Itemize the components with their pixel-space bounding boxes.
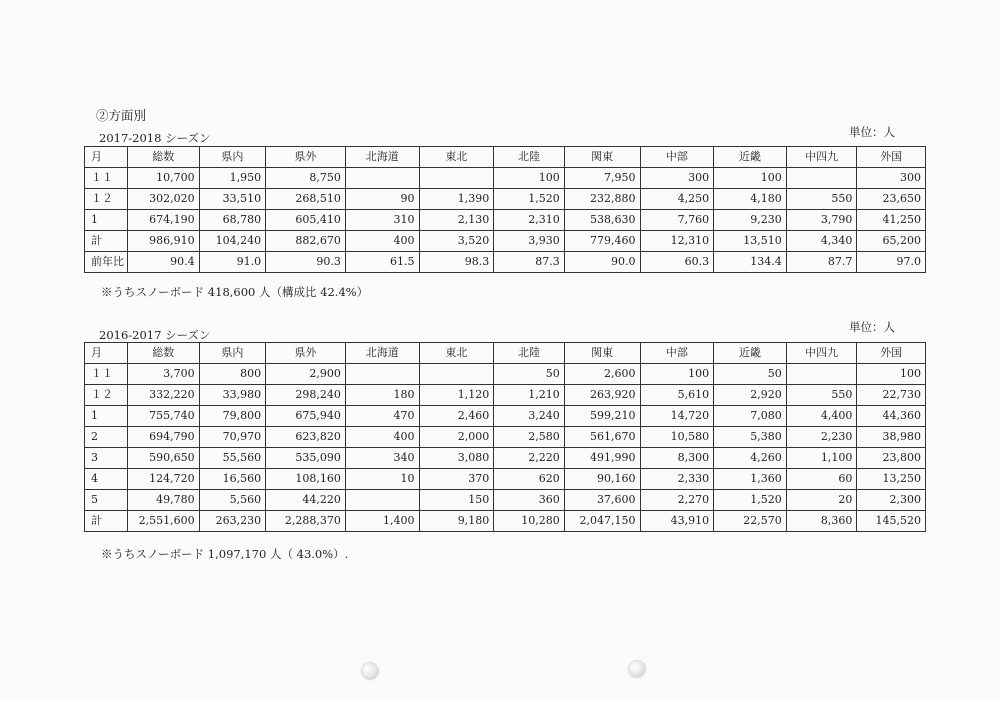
column-header: 近畿 bbox=[714, 147, 787, 168]
table-header-row bbox=[85, 147, 926, 168]
table-row bbox=[85, 469, 926, 490]
table-cell: 10,700 bbox=[127, 168, 199, 189]
table-cell: 2,600 bbox=[564, 364, 640, 385]
table-cell: 13,250 bbox=[857, 469, 926, 490]
table-2016-2017-body bbox=[85, 343, 926, 532]
table-row bbox=[85, 252, 926, 273]
table-cell: 620 bbox=[494, 469, 565, 490]
table-cell: 2,047,150 bbox=[564, 511, 640, 532]
table-cell: 55,560 bbox=[199, 448, 266, 469]
table-cell: 14,720 bbox=[640, 406, 714, 427]
table-cell bbox=[345, 364, 419, 385]
table-cell: 2,460 bbox=[419, 406, 494, 427]
unit-label-2: 単位：人 bbox=[849, 320, 895, 334]
column-header: 近畿 bbox=[714, 343, 787, 364]
punch-hole-left bbox=[362, 663, 378, 679]
row-label-cell: 3 bbox=[85, 448, 128, 469]
table-cell: 22,570 bbox=[714, 511, 787, 532]
table-cell: 124,720 bbox=[127, 469, 199, 490]
table-cell: 2,580 bbox=[494, 427, 565, 448]
table-row bbox=[85, 385, 926, 406]
table-cell: 232,880 bbox=[564, 189, 640, 210]
table-cell: 2,230 bbox=[786, 427, 857, 448]
table-cell: 79,800 bbox=[199, 406, 266, 427]
table-cell: 491,990 bbox=[564, 448, 640, 469]
table-cell: 104,240 bbox=[199, 231, 266, 252]
column-header: 中部 bbox=[640, 343, 714, 364]
column-header: 関東 bbox=[564, 147, 640, 168]
table-cell: 2,288,370 bbox=[266, 511, 346, 532]
table-cell: 550 bbox=[786, 189, 857, 210]
table-cell: 23,650 bbox=[857, 189, 926, 210]
table-row bbox=[85, 448, 926, 469]
table-cell: 10,580 bbox=[640, 427, 714, 448]
table-cell: 535,090 bbox=[266, 448, 346, 469]
table-cell: 4,260 bbox=[714, 448, 787, 469]
table-cell: 599,210 bbox=[564, 406, 640, 427]
table-cell: 694,790 bbox=[127, 427, 199, 448]
section-heading: ②方面別 bbox=[96, 108, 147, 123]
column-header: 月 bbox=[85, 147, 128, 168]
unit-label-1: 単位：人 bbox=[849, 125, 895, 139]
table-cell: 20 bbox=[786, 490, 857, 511]
table-cell: 3,240 bbox=[494, 406, 565, 427]
column-header: 北陸 bbox=[494, 147, 565, 168]
table-cell: 8,300 bbox=[640, 448, 714, 469]
table-cell bbox=[419, 168, 494, 189]
table-cell: 87.7 bbox=[786, 252, 857, 273]
table-cell: 41,250 bbox=[857, 210, 926, 231]
table-cell: 97.0 bbox=[857, 252, 926, 273]
table-row bbox=[85, 210, 926, 231]
table-cell bbox=[786, 364, 857, 385]
table-cell: 1,390 bbox=[419, 189, 494, 210]
table-cell: 9,180 bbox=[419, 511, 494, 532]
column-header: 県内 bbox=[199, 147, 266, 168]
table-cell: 10 bbox=[345, 469, 419, 490]
column-header: 総数 bbox=[127, 343, 199, 364]
table-2017-2018-body bbox=[85, 147, 926, 273]
table-cell: 50 bbox=[714, 364, 787, 385]
row-label-cell: 1 bbox=[85, 210, 128, 231]
table-cell: 1,210 bbox=[494, 385, 565, 406]
table-cell: 12,310 bbox=[640, 231, 714, 252]
table-cell: 268,510 bbox=[266, 189, 346, 210]
table-cell: 3,520 bbox=[419, 231, 494, 252]
table-cell: 2,000 bbox=[419, 427, 494, 448]
row-label-cell: 計 bbox=[85, 511, 128, 532]
table-cell: 882,670 bbox=[266, 231, 346, 252]
table-cell: 90.0 bbox=[564, 252, 640, 273]
table-cell: 300 bbox=[640, 168, 714, 189]
table-cell: 2,130 bbox=[419, 210, 494, 231]
column-header: 月 bbox=[85, 343, 128, 364]
table-cell: 755,740 bbox=[127, 406, 199, 427]
table-row bbox=[85, 168, 926, 189]
column-header: 北陸 bbox=[494, 343, 565, 364]
table-cell: 370 bbox=[419, 469, 494, 490]
table-row bbox=[85, 231, 926, 252]
row-label-cell: 計 bbox=[85, 231, 128, 252]
column-header: 県外 bbox=[266, 147, 346, 168]
table-cell bbox=[786, 168, 857, 189]
column-header: 中四九 bbox=[786, 147, 857, 168]
table-cell: 986,910 bbox=[127, 231, 199, 252]
table-cell: 1,520 bbox=[494, 189, 565, 210]
table-cell: 360 bbox=[494, 490, 565, 511]
column-header: 東北 bbox=[419, 343, 494, 364]
table-cell: 590,650 bbox=[127, 448, 199, 469]
season-2016-2017-title: 2016-2017 シーズン bbox=[99, 328, 211, 342]
row-label-cell: １１ bbox=[85, 364, 128, 385]
table-cell: 134.4 bbox=[714, 252, 787, 273]
row-label-cell: 1 bbox=[85, 406, 128, 427]
table-cell bbox=[345, 490, 419, 511]
table-cell: 68,780 bbox=[199, 210, 266, 231]
table-cell: 7,080 bbox=[714, 406, 787, 427]
row-label-cell: 前年比 bbox=[85, 252, 128, 273]
column-header: 関東 bbox=[564, 343, 640, 364]
table-cell: 1,120 bbox=[419, 385, 494, 406]
table-cell: 90.3 bbox=[266, 252, 346, 273]
table-cell bbox=[419, 364, 494, 385]
table-cell: 3,080 bbox=[419, 448, 494, 469]
table-cell: 400 bbox=[345, 231, 419, 252]
table-cell: 1,950 bbox=[199, 168, 266, 189]
punch-hole-right bbox=[629, 661, 645, 677]
table-row bbox=[85, 511, 926, 532]
column-header: 県外 bbox=[266, 343, 346, 364]
table-cell: 60 bbox=[786, 469, 857, 490]
table-cell: 10,280 bbox=[494, 511, 565, 532]
table-cell: 4,400 bbox=[786, 406, 857, 427]
table-cell: 43,910 bbox=[640, 511, 714, 532]
table-cell: 263,920 bbox=[564, 385, 640, 406]
table-cell: 263,230 bbox=[199, 511, 266, 532]
table-cell: 49,780 bbox=[127, 490, 199, 511]
table-cell: 310 bbox=[345, 210, 419, 231]
table-cell: 674,190 bbox=[127, 210, 199, 231]
table-row bbox=[85, 427, 926, 448]
table-cell: 538,630 bbox=[564, 210, 640, 231]
table-cell: 5,610 bbox=[640, 385, 714, 406]
column-header: 中部 bbox=[640, 147, 714, 168]
table-cell: 298,240 bbox=[266, 385, 346, 406]
table-cell: 33,980 bbox=[199, 385, 266, 406]
snowboard-note-2: ※うちスノーボード 1,097,170 人（ 43.0%）. bbox=[101, 547, 349, 561]
table-cell: 5,560 bbox=[199, 490, 266, 511]
table-cell: 61.5 bbox=[345, 252, 419, 273]
table-cell: 2,920 bbox=[714, 385, 787, 406]
table-cell: 3,930 bbox=[494, 231, 565, 252]
table-cell: 1,100 bbox=[786, 448, 857, 469]
table-cell: 332,220 bbox=[127, 385, 199, 406]
table-cell: 2,551,600 bbox=[127, 511, 199, 532]
table-cell: 561,670 bbox=[564, 427, 640, 448]
row-label-cell: 4 bbox=[85, 469, 128, 490]
table-cell: 33,510 bbox=[199, 189, 266, 210]
table-cell: 44,360 bbox=[857, 406, 926, 427]
table-cell bbox=[345, 168, 419, 189]
table-cell: 4,250 bbox=[640, 189, 714, 210]
table-cell: 300 bbox=[857, 168, 926, 189]
table-cell: 98.3 bbox=[419, 252, 494, 273]
table-2016-2017 bbox=[84, 342, 926, 532]
table-cell: 180 bbox=[345, 385, 419, 406]
table-cell: 90.4 bbox=[127, 252, 199, 273]
table-cell: 5,380 bbox=[714, 427, 787, 448]
column-header: 北海道 bbox=[345, 147, 419, 168]
table-cell: 90,160 bbox=[564, 469, 640, 490]
table-cell: 87.3 bbox=[494, 252, 565, 273]
table-cell: 8,750 bbox=[266, 168, 346, 189]
table-cell: 623,820 bbox=[266, 427, 346, 448]
table-cell: 779,460 bbox=[564, 231, 640, 252]
table-cell: 90 bbox=[345, 189, 419, 210]
table-cell: 16,560 bbox=[199, 469, 266, 490]
row-label-cell: １２ bbox=[85, 385, 128, 406]
table-cell: 150 bbox=[419, 490, 494, 511]
table-cell: 1,360 bbox=[714, 469, 787, 490]
table-cell: 400 bbox=[345, 427, 419, 448]
column-header: 外国 bbox=[857, 147, 926, 168]
table-row bbox=[85, 406, 926, 427]
table-cell: 7,760 bbox=[640, 210, 714, 231]
column-header: 外国 bbox=[857, 343, 926, 364]
table-cell: 3,790 bbox=[786, 210, 857, 231]
table-cell: 23,800 bbox=[857, 448, 926, 469]
table-cell: 100 bbox=[494, 168, 565, 189]
table-cell: 2,900 bbox=[266, 364, 346, 385]
table-cell: 550 bbox=[786, 385, 857, 406]
column-header: 東北 bbox=[419, 147, 494, 168]
table-cell: 44,220 bbox=[266, 490, 346, 511]
table-cell: 7,950 bbox=[564, 168, 640, 189]
table-cell: 145,520 bbox=[857, 511, 926, 532]
table-cell: 100 bbox=[857, 364, 926, 385]
table-cell: 3,700 bbox=[127, 364, 199, 385]
row-label-cell: 2 bbox=[85, 427, 128, 448]
table-cell: 302,020 bbox=[127, 189, 199, 210]
table-cell: 100 bbox=[640, 364, 714, 385]
table-cell: 605,410 bbox=[266, 210, 346, 231]
column-header: 北海道 bbox=[345, 343, 419, 364]
snowboard-note-1: ※うちスノーボード 418,600 人（構成比 42.4%） bbox=[101, 285, 369, 299]
column-header: 総数 bbox=[127, 147, 199, 168]
table-cell: 108,160 bbox=[266, 469, 346, 490]
table-cell: 1,400 bbox=[345, 511, 419, 532]
table-cell: 70,970 bbox=[199, 427, 266, 448]
table-cell: 38,980 bbox=[857, 427, 926, 448]
table-row bbox=[85, 490, 926, 511]
table-cell: 4,340 bbox=[786, 231, 857, 252]
table-cell: 37,600 bbox=[564, 490, 640, 511]
table-cell: 2,310 bbox=[494, 210, 565, 231]
table-row bbox=[85, 189, 926, 210]
table-header-row bbox=[85, 343, 926, 364]
table-cell: 100 bbox=[714, 168, 787, 189]
table-cell: 1,520 bbox=[714, 490, 787, 511]
row-label-cell: １２ bbox=[85, 189, 128, 210]
table-cell: 9,230 bbox=[714, 210, 787, 231]
table-cell: 13,510 bbox=[714, 231, 787, 252]
table-cell: 22,730 bbox=[857, 385, 926, 406]
row-label-cell: 5 bbox=[85, 490, 128, 511]
table-cell: 50 bbox=[494, 364, 565, 385]
table-cell: 2,220 bbox=[494, 448, 565, 469]
table-cell: 91.0 bbox=[199, 252, 266, 273]
table-cell: 8,360 bbox=[786, 511, 857, 532]
table-cell: 800 bbox=[199, 364, 266, 385]
table-cell: 2,300 bbox=[857, 490, 926, 511]
table-2017-2018 bbox=[84, 146, 926, 273]
table-cell: 2,330 bbox=[640, 469, 714, 490]
table-cell: 340 bbox=[345, 448, 419, 469]
table-cell: 65,200 bbox=[857, 231, 926, 252]
table-row bbox=[85, 364, 926, 385]
table-cell: 675,940 bbox=[266, 406, 346, 427]
table-cell: 60.3 bbox=[640, 252, 714, 273]
column-header: 県内 bbox=[199, 343, 266, 364]
table-cell: 2,270 bbox=[640, 490, 714, 511]
row-label-cell: １１ bbox=[85, 168, 128, 189]
season-2017-2018-title: 2017-2018 シーズン bbox=[99, 131, 211, 145]
table-cell: 470 bbox=[345, 406, 419, 427]
table-cell: 4,180 bbox=[714, 189, 787, 210]
column-header: 中四九 bbox=[786, 343, 857, 364]
